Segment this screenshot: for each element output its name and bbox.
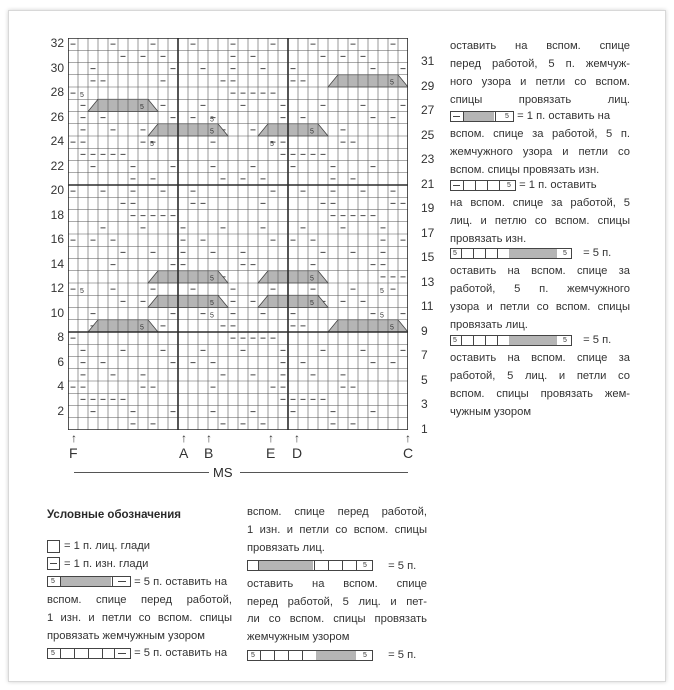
text-line: = 5 п. [388, 559, 417, 572]
text-line: перед работой, 5 лиц. и пет- [247, 595, 427, 608]
text-line: работой, 5 п. жемчужного [450, 282, 630, 295]
text-line: оставить на вспом. спице [247, 577, 427, 590]
text-line: провязать жемчужным узором [47, 629, 205, 642]
cable-crossing [88, 320, 158, 332]
row-number: 14 [50, 256, 64, 271]
text-line: = 1 п. оставить на [517, 110, 611, 122]
text-line: = 1 п. оставить [519, 179, 597, 191]
text-line: вспом. спицы провязать жем- [450, 387, 630, 400]
legend-text-block-5 [450, 332, 630, 422]
text-line: оставить на вспом. спице за [450, 264, 630, 277]
text-line: вспом. спице перед работой, [47, 593, 232, 606]
arrow-up-icon: ↑ [294, 431, 300, 445]
text-line: оставить на вспом. спице за [450, 351, 630, 364]
row-number: 2 [57, 403, 64, 418]
text-line: вспом. спице за работой, 5 п. [450, 127, 630, 140]
cable-label: 5 [150, 140, 154, 148]
row-number: 7 [421, 348, 428, 363]
ms-bracket-left [74, 472, 209, 473]
row-number: 22 [50, 158, 64, 173]
purl-stitch-icon [47, 557, 60, 570]
row-number: 25 [421, 127, 435, 142]
text-line: узора и петли со вспом. спицы [450, 300, 630, 313]
row-number: 1 [421, 421, 428, 436]
ms-bracket-right [240, 472, 408, 473]
row-number: 5 [421, 372, 428, 387]
repeat-label: MS [213, 465, 233, 480]
row-number: 29 [421, 78, 435, 93]
legend-middle-block [247, 504, 427, 665]
text-line: = 5 п. [388, 649, 417, 662]
row-number: 21 [421, 176, 435, 191]
legend-text-block-1 [450, 38, 630, 110]
text-line: перед работой, 5 п. жемчуж- [450, 57, 630, 70]
row-number: 27 [421, 103, 435, 118]
row-number: 32 [50, 36, 64, 50]
text-line: жемчужного узора и петли со [450, 145, 630, 158]
cable-crossing [258, 295, 328, 307]
row-number: 20 [50, 183, 64, 197]
cable-symbol-icon: 5 [450, 111, 514, 122]
text-line: провязать изн. [450, 232, 527, 245]
cable-label: 5 [80, 91, 84, 99]
cable-label: 5 [80, 287, 84, 295]
text-line: провязать лиц. [247, 541, 325, 554]
text-line: провязать лиц. [450, 318, 528, 331]
text-line: лиц. и петлю со вспом. спицы [450, 214, 630, 227]
cable-label: 5 [210, 312, 214, 320]
cable-label: 5 [310, 275, 314, 283]
cable-symbol-icon: 5 [47, 576, 131, 587]
cable-label: 5 [210, 275, 214, 283]
cable-crossing [258, 124, 328, 136]
arrow-up-icon: ↑ [206, 431, 212, 445]
row-number: 28 [50, 85, 64, 99]
text-line: ли со вспом. спицы провязать [247, 613, 427, 626]
row-number: 31 [421, 54, 435, 69]
cable-label: 5 [380, 312, 384, 320]
cable-label: 5 [380, 287, 384, 295]
cable-label: 5 [270, 140, 274, 148]
text-line: вспом. спицы провязать изн. [450, 163, 600, 176]
arrow-up-icon: ↑ [268, 431, 274, 445]
legend-block [47, 538, 232, 663]
row-number: 15 [421, 250, 435, 265]
knitting-chart [68, 38, 408, 430]
legend-text-block-4 [450, 245, 630, 335]
cable-symbol-icon: 5 5 [450, 335, 572, 346]
cable-label: 5 [210, 300, 214, 307]
arrow-up-icon: ↑ [405, 431, 411, 445]
row-number: 26 [50, 109, 64, 124]
column-marker-label: B [204, 445, 214, 461]
legend-text-block-3 [450, 177, 630, 249]
row-number: 6 [57, 354, 64, 369]
cable-symbol-icon: 5 [450, 180, 516, 191]
cable-label: 5 [140, 324, 144, 332]
cable-symbol-icon: 5 5 [450, 248, 572, 259]
text-line: = 5 п. оставить на [134, 647, 228, 660]
arrow-up-icon: ↑ [181, 431, 187, 445]
text-line: оставить на вспом. спице [450, 40, 630, 52]
cable-crossing [88, 99, 158, 111]
row-number: 16 [50, 232, 64, 246]
chart-grid [68, 38, 408, 430]
column-marker-label: F [69, 445, 78, 461]
text-line: = 5 п. [583, 247, 612, 259]
text-line: на вспом. спице за работой, 5 [450, 196, 630, 209]
text-line: спицы провязать лиц. [450, 93, 630, 106]
cable-crossing [258, 271, 328, 283]
cable-label: 5 [210, 116, 214, 124]
row-number: 18 [50, 207, 64, 222]
legend-title: Условные обозначения [47, 509, 182, 521]
column-marker-label: C [403, 445, 414, 461]
cable-symbol-icon: 5 [247, 560, 373, 571]
cable-symbol-icon: 5 [47, 648, 131, 659]
row-number: 24 [50, 134, 64, 148]
row-number: 3 [421, 397, 428, 412]
legend-knit: = 1 п. лиц. глади [64, 540, 151, 552]
text-line: чужным узором [450, 405, 532, 418]
row-number: 11 [421, 299, 434, 314]
column-marker-label: D [292, 445, 303, 461]
row-number: 10 [50, 305, 64, 320]
column-marker-label: A [179, 445, 189, 461]
text-line: ного узора и петли со вспом. [450, 75, 630, 88]
text-line: 1 изн. и петли со вспом. спицы [247, 523, 427, 536]
column-marker-label: E [266, 445, 276, 461]
knit-stitch-icon [47, 540, 60, 553]
row-number: 13 [421, 274, 435, 289]
arrow-up-icon: ↑ [71, 431, 77, 445]
row-number: 19 [421, 201, 435, 216]
text-line: = 5 п. [583, 334, 612, 346]
text-line: вспом. спице перед работой, [247, 506, 427, 518]
row-number: 8 [57, 330, 64, 344]
cable-label: 5 [210, 128, 214, 136]
cable-label: 5 [140, 104, 144, 111]
text-line: = 5 п. оставить на [134, 575, 228, 588]
cable-label: 5 [390, 324, 394, 332]
cable-label: 5 [390, 79, 394, 87]
row-number: 17 [421, 225, 435, 240]
row-number: 9 [421, 323, 428, 338]
cable-label: 5 [310, 300, 314, 307]
text-line: 1 изн. и петли со вспом. спицы [47, 611, 232, 624]
row-number: 12 [50, 281, 64, 295]
row-number: 23 [421, 152, 435, 167]
text-line: жемчужным узором [247, 631, 350, 644]
row-number: 30 [50, 60, 64, 75]
cable-symbol-icon: 5 5 [247, 650, 373, 661]
cable-label: 5 [310, 128, 314, 136]
row-number: 4 [57, 379, 64, 393]
legend-purl: = 1 п. изн. глади [64, 557, 149, 570]
legend-text-block-2 [450, 108, 630, 180]
text-line: работой, 5 лиц. и петли со [450, 369, 630, 382]
